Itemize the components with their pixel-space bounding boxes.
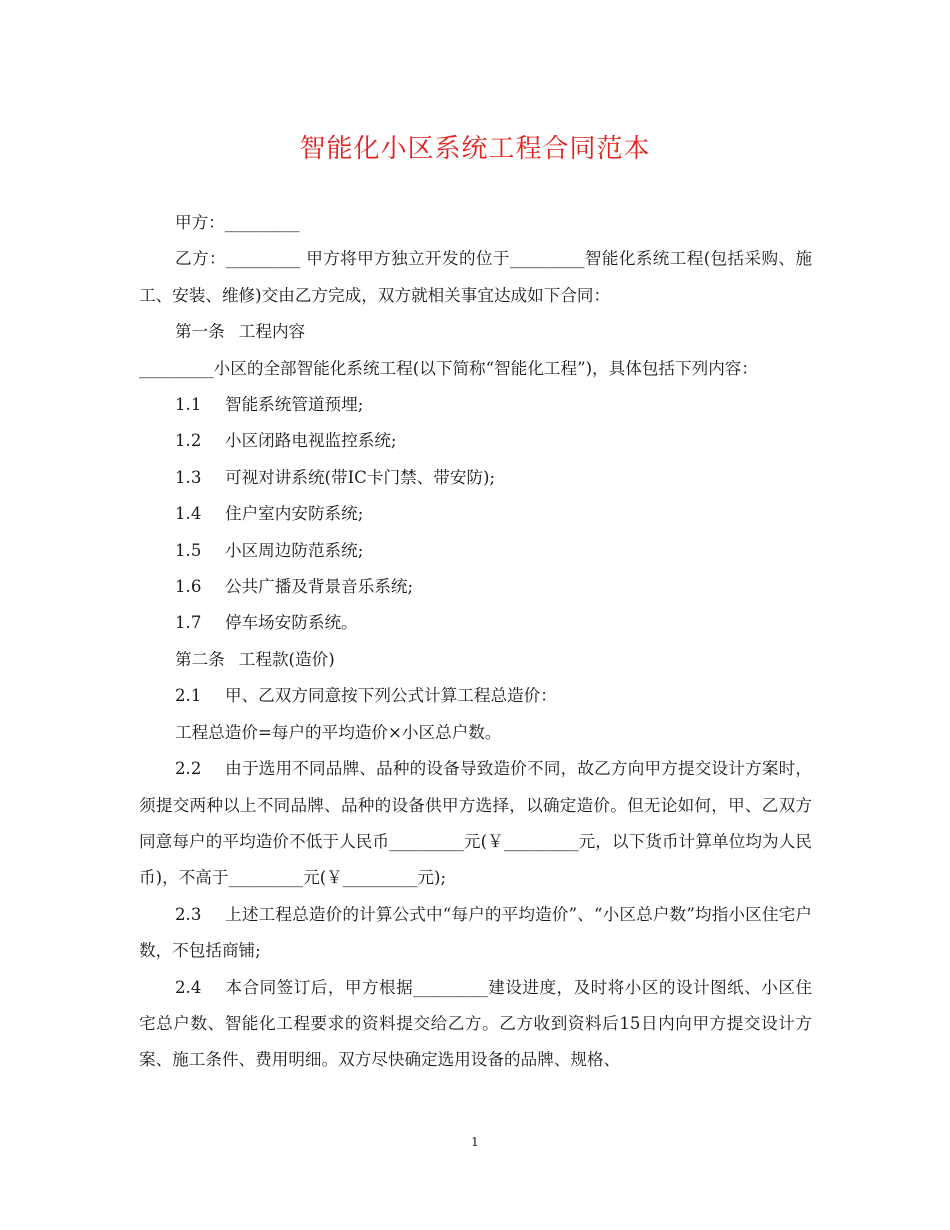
item-text: 停车场安防系统。 [225, 613, 358, 633]
list-item [139, 605, 812, 641]
clause-2-2 [139, 751, 812, 897]
item-text: 住户室内安防系统; [225, 504, 364, 524]
clause-2-4 [139, 970, 812, 1079]
article-1-heading [139, 314, 812, 350]
list-item [139, 496, 812, 532]
item-number: 1.7 [175, 613, 202, 633]
item-number: 1.5 [175, 540, 202, 560]
clause-2-1 [139, 678, 812, 714]
article-1-number: 第一条 [175, 322, 225, 342]
list-item [139, 569, 812, 605]
clause-2-3 [139, 897, 812, 970]
item-number: 1.3 [175, 467, 202, 487]
page-title: 智能化小区系统工程合同范本 [299, 134, 651, 164]
article-1-intro: _________小区的全部智能化系统工程(以下简称“智能化工程”)，具体包括下列内容： [139, 358, 758, 378]
article-2-heading [139, 642, 812, 678]
item-number: 1.2 [175, 431, 202, 451]
clause-number: 2.2 [175, 759, 202, 779]
item-text: 小区闭路电视监控系统; [225, 431, 397, 451]
list-item [139, 387, 812, 423]
document-body [139, 205, 812, 1079]
item-text: 公共广播及背景音乐系统; [225, 577, 414, 597]
article-1-title: 工程内容 [238, 322, 306, 342]
party-b-paragraph: 乙方：_________ 甲方将甲方独立开发的位于_________智能化系统工程(包括采购、施工、安装、维修)交由乙方完成，双方就相关事宜达成如下合同： [139, 249, 812, 305]
clause-text: 上述工程总造价的计算公式中“每户的平均造价”、“小区总户数”均指小区住宅户数，不包括商铺; [139, 904, 812, 961]
item-text: 可视对讲系统(带IC卡门禁、带安防); [225, 467, 496, 487]
list-item [139, 533, 812, 569]
clause-text: 甲、乙双方同意按下列公式计算工程总造价： [225, 686, 557, 706]
clause-number: 2.1 [175, 686, 202, 706]
clause-number: 2.3 [175, 904, 202, 924]
item-text: 小区周边防范系统; [225, 540, 364, 560]
formula-line: 工程总造价=每户的平均造价×小区总户数。 [175, 722, 502, 742]
article-2-title: 工程款(造价) [238, 649, 335, 669]
party-a-line: 甲方：_________ [175, 213, 300, 232]
page-number: 1 [471, 1135, 479, 1149]
clause-text: 本合同签订后，甲方根据_________建设进度，及时将小区的设计图纸、小区住宅总户数、智能化工程要求的资料提交给乙方。乙方收到资料后15日内向甲方提交设计方案、施工条件、费用明细。双方尽快确定选用设备的品牌、规格、 [139, 977, 812, 1070]
item-number: 1.4 [175, 504, 202, 524]
item-text: 智能系统管道预埋; [225, 395, 364, 415]
clause-text: 由于选用不同品牌、品种的设备导致造价不同，故乙方向甲方提交设计方案时，须提交两种以上不同品牌、品种的设备供甲方选择，以确定造价。但无论如何，甲、乙双方同意每户的平均造价不低于人民币_________元(￥_________元，以下货币计算单位均为人民币)，不高于_________元(￥_________元); [139, 759, 812, 888]
item-number: 1.6 [175, 577, 202, 597]
list-item [139, 460, 812, 496]
article-2-number: 第二条 [175, 649, 225, 669]
list-item [139, 423, 812, 459]
clause-number: 2.4 [175, 977, 202, 997]
item-number: 1.1 [175, 395, 202, 415]
